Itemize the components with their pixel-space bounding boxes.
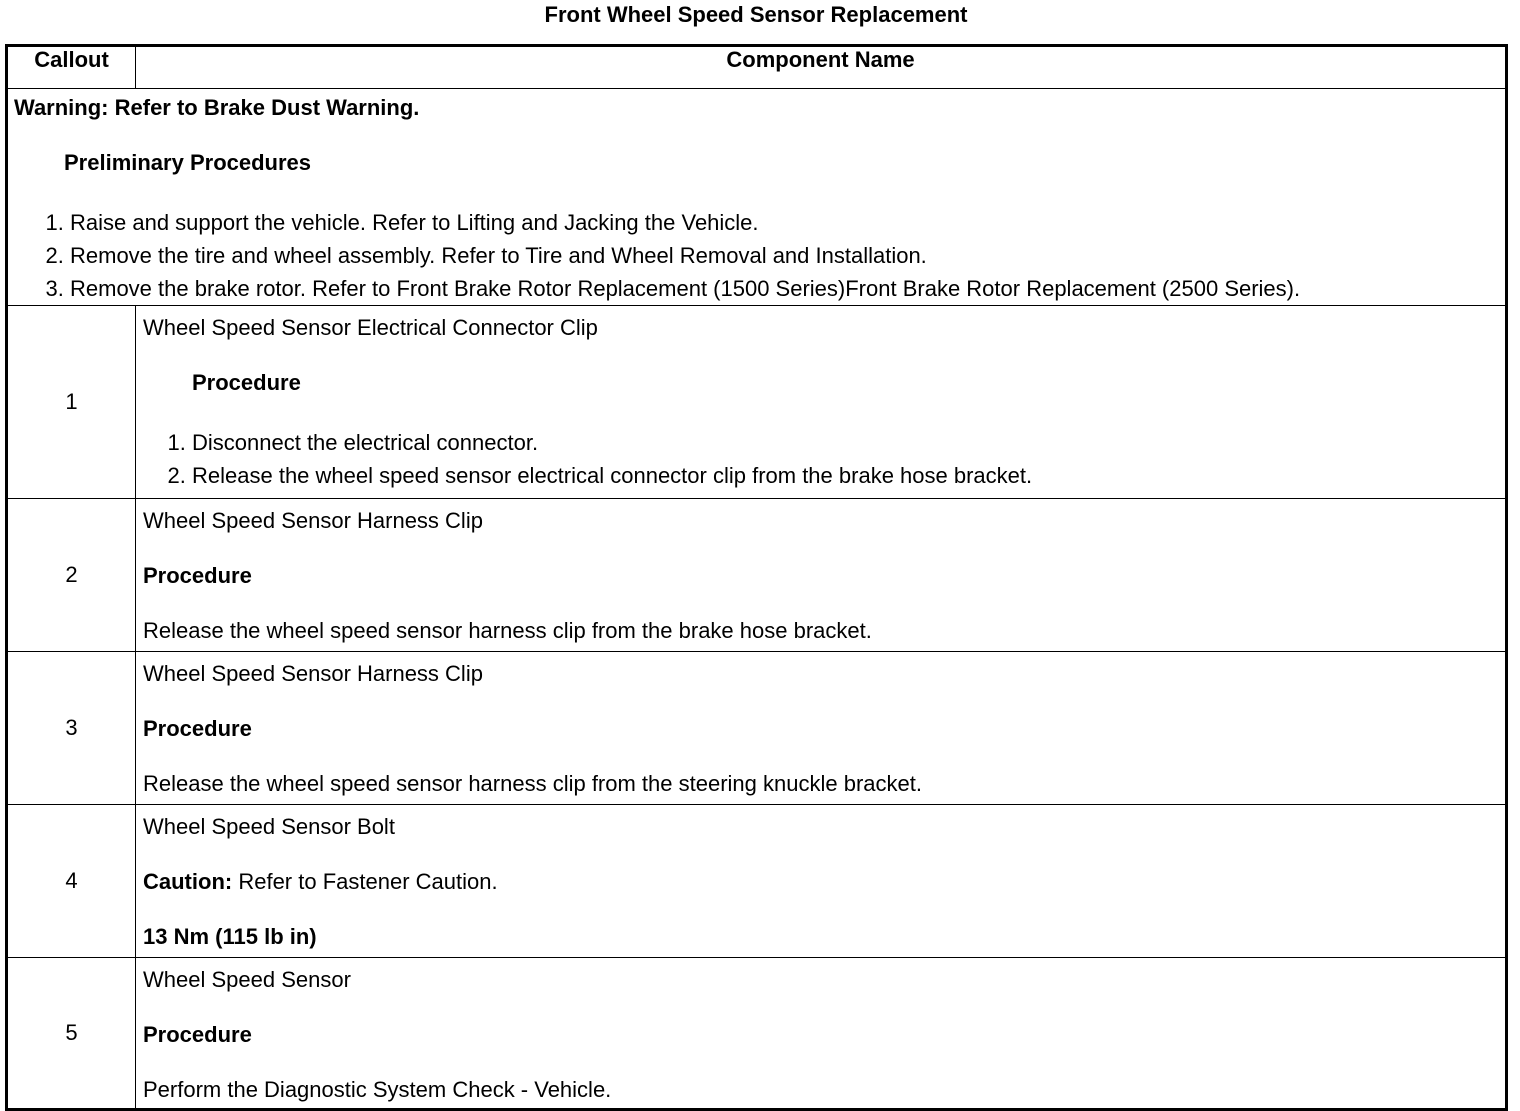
- preliminary-step: 1. Raise and support the vehicle. Refer to Lifting and Jacking the Vehicle.: [70, 206, 1505, 239]
- table-row: [7, 958, 1507, 1110]
- caution-text: Refer to Fastener Caution.: [238, 869, 498, 894]
- callout-cell: 4: [7, 805, 136, 958]
- component-name: Wheel Speed Sensor Bolt: [143, 814, 395, 839]
- procedure-steps: [143, 426, 1505, 492]
- component-name: Wheel Speed Sensor Electrical Connector Clip: [143, 315, 598, 340]
- component-name: Wheel Speed Sensor Harness Clip: [143, 661, 483, 686]
- table-header-row: [7, 46, 1507, 89]
- component-cell: [136, 805, 1507, 958]
- preliminary-step: 2. Remove the tire and wheel assembly. Refer to Tire and Wheel Removal and Installation.: [70, 239, 1505, 272]
- component-table: [5, 44, 1508, 1111]
- callout-cell: 1: [7, 306, 136, 499]
- table-row: [7, 652, 1507, 805]
- component-name: Wheel Speed Sensor: [143, 967, 351, 992]
- table-row: [7, 805, 1507, 958]
- procedure-step: 1. Disconnect the electrical connector.: [192, 426, 1505, 459]
- procedure-step: 2. Release the wheel speed sensor electrical connector clip from the brake hose bracket.: [192, 459, 1505, 492]
- preliminary-steps: [14, 206, 1505, 305]
- callout-cell: 2: [7, 499, 136, 652]
- procedure-heading: Procedure: [143, 563, 252, 588]
- callout-cell: 5: [7, 958, 136, 1110]
- component-name: Wheel Speed Sensor Harness Clip: [143, 508, 483, 533]
- component-cell: [136, 652, 1507, 805]
- component-cell: [136, 306, 1507, 499]
- warning-text: Refer to Brake Dust Warning.: [114, 95, 420, 120]
- header-callout: Callout: [7, 46, 136, 89]
- warning-line: [14, 96, 1505, 120]
- torque-spec: 13 Nm (115 lb in): [143, 924, 317, 949]
- header-component-name: Component Name: [136, 46, 1507, 89]
- procedure-text: Release the wheel speed sensor harness clip from the steering knuckle bracket.: [143, 771, 922, 796]
- callout-cell: 3: [7, 652, 136, 805]
- procedure-text: Perform the Diagnostic System Check - Vehicle.: [143, 1077, 612, 1102]
- preliminary-heading: Preliminary Procedures: [64, 150, 312, 175]
- component-cell: [136, 499, 1507, 652]
- warning-label: Warning:: [14, 95, 109, 120]
- document-title: Front Wheel Speed Sensor Replacement: [544, 2, 968, 27]
- procedure-heading: Procedure: [143, 716, 252, 741]
- table-row: [7, 306, 1507, 499]
- table-row: [7, 499, 1507, 652]
- preliminary-row: [7, 89, 1507, 306]
- procedure-heading: Procedure: [143, 1022, 252, 1047]
- component-cell: [136, 958, 1507, 1110]
- preliminary-step: 3. Remove the brake rotor. Refer to Front Brake Rotor Replacement (1500 Series)Front Brake Rotor Replacement (2500 Series).: [70, 272, 1505, 305]
- procedure-heading: Procedure: [192, 370, 301, 395]
- caution-line: [143, 870, 1505, 894]
- preliminary-cell: [7, 89, 1507, 306]
- procedure-text: Release the wheel speed sensor harness clip from the brake hose bracket.: [143, 618, 872, 643]
- caution-label: Caution:: [143, 869, 233, 894]
